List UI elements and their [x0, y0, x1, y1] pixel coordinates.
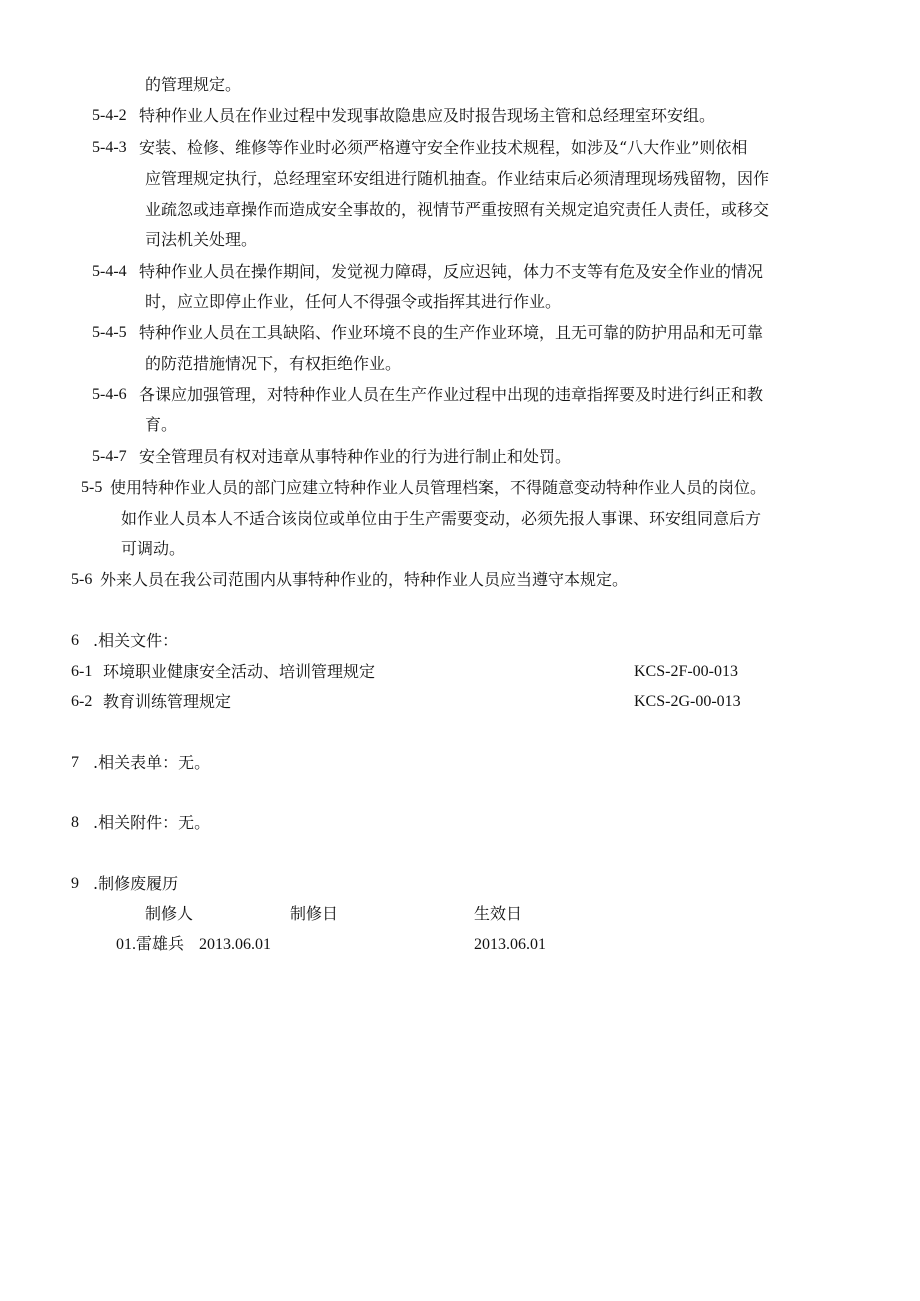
- history-person: 01.雷雄兵: [116, 936, 185, 953]
- clause-line: 特种作业人员在操作期间，发觉视力障碍，反应迟钝，体力不支等有危及安全作业的情况: [139, 262, 764, 281]
- clause-line: 可调动。: [121, 539, 186, 558]
- clause-line: 应管理规定执行，总经理室环安组进行随机抽查。作业结束后必须清理现场残留物，因作: [145, 169, 770, 188]
- clause-number: 5-5: [81, 479, 103, 496]
- section-title: .相关文件：: [93, 631, 179, 650]
- clause-5-4-1-tail: 的管理规定。: [145, 75, 242, 94]
- clause-line: 外来人员在我公司范围内从事特种作业的，特种作业人员应当遵守本规定。: [100, 570, 629, 589]
- reference-code: KCS-2F-00-013: [634, 663, 739, 680]
- clause-line: 安全管理员有权对违章从事特种作业的行为进行制止和处罚。: [139, 447, 572, 466]
- reference-title: 环境职业健康安全活动、培训管理规定: [103, 662, 376, 681]
- clause-number: 5-4-4: [92, 263, 127, 280]
- clause-line: 特种作业人员在作业过程中发现事故隐患应及时报告现场主管和总经理室环安组。: [139, 106, 716, 125]
- clause-line: 育。: [145, 415, 178, 434]
- clause-number: 5-4-3: [92, 139, 127, 156]
- clause-line: 司法机关处理。: [145, 230, 258, 249]
- section-title: .制修废履历: [93, 874, 179, 893]
- clause-line: 安装、检修、维修等作业时必须严格遵守安全作业技术规程，如涉及“八大作业”则依相: [139, 138, 748, 157]
- reference-number: 6-2: [71, 693, 93, 710]
- history-header-person: 制修人: [145, 904, 194, 923]
- clause-number: 5-4-2: [92, 107, 127, 124]
- reference-number: 6-1: [71, 663, 93, 680]
- clause-line: 特种作业人员在工具缺陷、作业环境不良的生产作业环境，且无可靠的防护用品和无可靠: [139, 323, 764, 342]
- history-header-revise-date: 制修日: [290, 904, 339, 923]
- clause-number: 5-4-6: [92, 386, 127, 403]
- clause-line: 如作业人员本人不适合该岗位或单位由于生产需要变动，必须先报人事课、环安组同意后方: [121, 509, 762, 528]
- clause-line: 各课应加强管理，对特种作业人员在生产作业过程中出现的违章指挥要及时进行纠正和教: [139, 385, 764, 404]
- section-number: 6: [71, 632, 79, 649]
- reference-title: 教育训练管理规定: [103, 692, 232, 711]
- clause-line: 时，应立即停止作业，任何人不得强令或指挥其进行作业。: [145, 292, 562, 311]
- section-text: .相关表单：无。: [93, 753, 211, 772]
- clause-line: 业疏忽或违章操作而造成安全事故的，视情节严重按照有关规定追究责任人责任，或移交: [145, 200, 770, 219]
- section-number: 9: [71, 875, 79, 892]
- section-text: .相关附件：无。: [93, 813, 211, 832]
- history-header-effective-date: 生效日: [474, 904, 523, 923]
- clause-number: 5-4-7: [92, 448, 127, 465]
- clause-line: 的防范措施情况下，有权拒绝作业。: [145, 354, 402, 373]
- section-number: 7: [71, 754, 79, 771]
- clause-number: 5-4-5: [92, 324, 127, 341]
- history-revise-date: 2013.06.01: [199, 936, 271, 953]
- history-effective-date: 2013.06.01: [474, 936, 546, 953]
- clause-line: 使用特种作业人员的部门应建立特种作业人员管理档案，不得随意变动特种作业人员的岗位。: [110, 478, 767, 497]
- clause-number: 5-6: [71, 571, 93, 588]
- reference-code: KCS-2G-00-013: [634, 693, 741, 710]
- section-number: 8: [71, 814, 79, 831]
